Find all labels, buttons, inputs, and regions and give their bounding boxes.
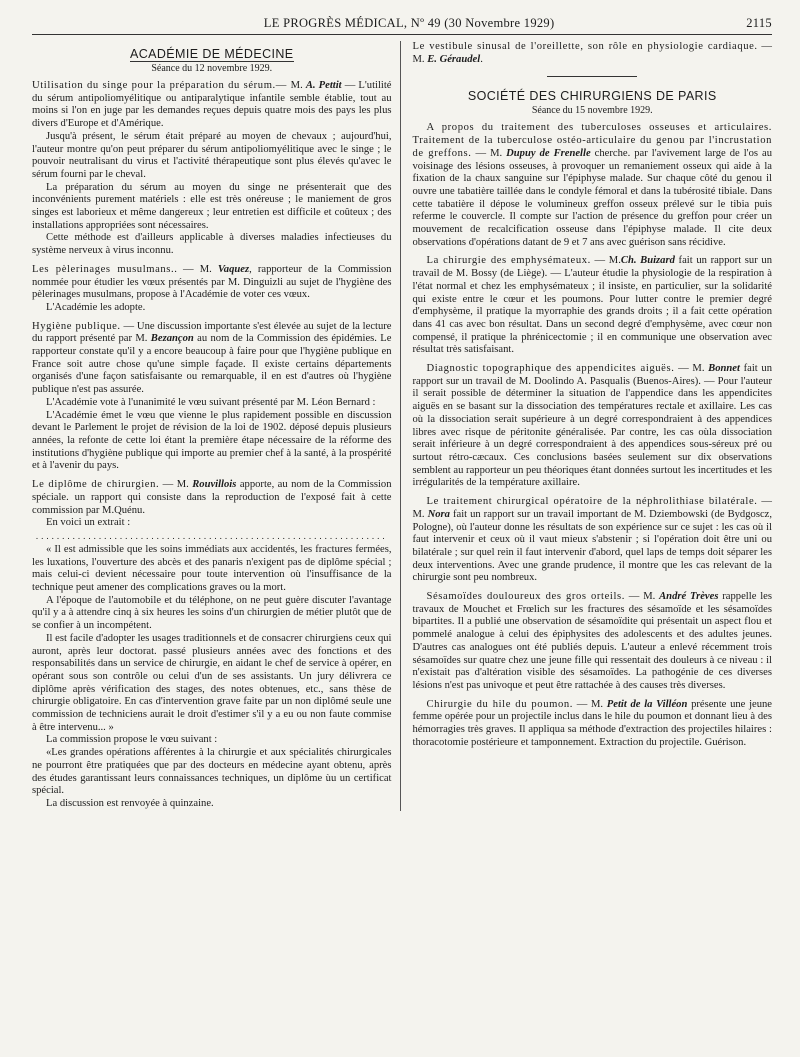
author-name: Bonnet [708, 363, 740, 375]
quote-paragraph: « Il est admissible que les soins immédiats aux accidentés, les fractures fermées, les luxations, l'ouverture des abcès et des panaris n'exigent pas de diplôme spécial ; mais celui-ci devient nécessaire pour toute intervention où l'insuffisance de la technique peut amener des complications graves ou la mort. [32, 543, 392, 594]
article-entry: La chirurgie des emphysémateux. — M.Ch. Buizard fait un rapport sur un travail de M. Bossy (de Liège). — L'auteur étudie la physiologie de la respiration à l'état normal et chez les emphysémateux ; il insiste, en particulier, sur la solidarité qui existe entre le cœur et les poumons. Pour lutter contre le premier degré d'emphysème, il pratique la myorraphie des grands droits ; il a fait cette opération dans 41 cas avec bon résultat. Dans un second degré d'emphysème, avec cœur non compensé, il pratique la phrénicectomie ; il en communique une observation avec résultat très satisfaisant. [412, 255, 773, 356]
entry-heading: Diagnostic topographique des appendicites aiguës. [426, 363, 675, 375]
paragraph: Jusqu'à présent, le sérum était préparé au moyen de chevaux ; aujourd'hui, l'auteur montre qu'on peut préparer du sérum antipoliomyélitique avec le singe ; le pouvoir neutralisant du virus et l'activité thérapeutique sont plus élevés qu'avec le sérum fourni par le cheval. [32, 130, 392, 180]
paragraph: La préparation du sérum au moyen du singe ne présenterait que des inconvénients purement matériels : elle est très onéreuse ; le maniement de gros singes est laborieux et même dangereux ; leur entretien est difficile et coûteux ; des installations appropriées sont nécessaires. [32, 181, 392, 231]
author-name: Vaquez [217, 263, 250, 275]
quote-paragraph: A l'époque de l'automobile et du téléphone, on ne peut guère discuter l'avantage qu'il y a à attendre cinq à six heures les soins d'un chirurgien de métier plutôt que de se confier à un incompétent. [32, 594, 392, 632]
quote-paragraph: La discussion est renvoyée à quinzaine. [46, 797, 214, 809]
author-name: Bezançon [150, 333, 194, 345]
entry-heading: Hygiène publique. [32, 320, 121, 332]
section-divider [547, 76, 637, 77]
author-name: André Trèves [659, 591, 719, 603]
page-number: 2115 [746, 16, 772, 30]
ellipsis-divider: ................................................................... [35, 530, 388, 541]
author-name: E. Géraudel [427, 53, 481, 65]
article-entry: Le traitement chirurgical opératoire de la néphrolithiase bilatérale. — M. Nora fait un rapport sur un travail important de M. Dziembowski (de Bydgoscz, Pologne), où l'auteur donne les résultats de son expérience sur ce sujet : les cas où il faut intervenir et ceux où il vaut mieux s'abstenir ; si l'opération doit être uni ou bilatérale ; sur quel rein il faut intervenir d'abord, quel laps de temps doit séparer les deux interventions. Avec une grande prudence, il montre que les cas relevant de la chirurgie sont peu nombreux. [412, 496, 772, 584]
entry-heading: Chirurgie du hile du poumon. [426, 698, 573, 710]
author-name: Dupuy de Frenelle [506, 147, 591, 159]
author-name: A. Pettit [305, 80, 342, 91]
paragraph: L'Académie les adopte. [46, 301, 146, 313]
quote-paragraph: Il est facile d'adopter les usages traditionnels et de consacrer chirurgiens ceux qui auront, après leur doctorat. passé plusieurs années avec des fonctions et des responsabilités dans un service de chirurgie, en aidant le chef de service à opérer, en opérant sous son contrôle ou celui d'un de ses assistants. Un jury délivrera ce diplôme après vérification des stages, des notes obtenues, etc., sans thèse de chirurgie obligatoire. En cas d'intervention grave faite par un non diplômé seule une commission de techniciens aurait le droit d'estimer s'il y a eu ou non faute commise à être intervenu... » [32, 632, 392, 733]
paragraph: L'Académie vote à l'unanimité le vœu suivant présenté par M. Léon Bernard : [46, 396, 376, 408]
author-name: Petit de la Villéon [606, 698, 688, 710]
quote-paragraph: La commission propose le vœu suivant : [46, 734, 218, 746]
entry-heading: Le vestibule sinusal de l'oreillette, son rôle en physiologie cardiaque. [412, 41, 758, 52]
article-entry: Chirurgie du hile du poumon. — M. Petit de la Villéon présente une jeune femme opérée pour un projectile inclus dans le hile du poumon et donnant lieu à des hémorragies très graves. Il appliqua sa méthode d'extraction des projectiles hilaires : thoracotomie postérieure et tamponnement. Extraction du projectile. Guérison. [412, 698, 773, 748]
section-heading-academie: ACADÉMIE DE MÉDECINE [129, 47, 294, 61]
article-entry: Le diplôme de chirurgien. — M. Rouvillois apporte, au nom de la Commission spéciale. un rapport qui consiste dans la reproduction de l'exposé fait à cette commission par M.Quénu. [32, 479, 392, 516]
article-entry: Le vestibule sinusal de l'oreillette, son rôle en physiologie cardiaque. — M. E. Géraudel. [412, 41, 772, 65]
entry-heading: A propos du traitement des tuberculoses osseuses et articulaires. Traitement de la tuberculose ostéo-articulaire du genou par l'incrustation de greffons. [412, 122, 772, 159]
article-entry: Les pèlerinages musulmans.. — M. Vaquez, rapporteur de la Commission nommée pour étudier les vœux présentés par M. Dinguizli au sujet de l'hygiène des pèlerinages musulmans, propose à l'Académie de voter ces vœux. [32, 263, 392, 301]
article-entry: Hygiène publique. — Une discussion importante s'est élevée au sujet de la lecture du rapport présenté par M. Bezançon au nom de la Commission des épidémies. Le rapporteur constate qu'il y a encore beaucoup à faire pour que l'hygiène publique en France soit autre chose qu'une simple façade. Il existe certains départements organisés d'une façon satisfaisante ou remarquable, il en est d'autres où l'hygiène publique n'est pas assurée. [32, 320, 392, 396]
right-column [411, 41, 773, 811]
article-entry: Sésamoïdes douloureux des gros orteils. — M. André Trèves rappelle les travaux de Mouchet et Frœlich sur les fractures des sésamoïde et les sésamoïdes bipartites. Il a publié une observation de sésamoïdite qui présentait un aspect flou et pommelé analogue à celui des épiphysites des adolescents et des adultes jeunes. D'autres cas analogues ont été publiés depuis. L'auteur a enlevé récemment trois sésamoïdes sur quatre chez une jeune fille qui ressentait des douleurs à ce niveau : il n'existait pas d'altération visible des sésamoïdes. La pathogénie de ces diverses lésions n'est pas univoque et peut être rattachée à des causes très diverses. [412, 591, 772, 691]
paragraph: Cette méthode est d'ailleurs applicable à diverses maladies infectieuses du système nerveux à virus inconnu. [32, 232, 392, 257]
seance-date: Séance du 12 novembre 1929. [151, 63, 273, 74]
journal-title: LE PROGRÈS MÉDICAL, Nº 49 (30 Novembre 1929) [263, 16, 555, 30]
section-heading-chirurgiens: SOCIÉTÉ DES CHIRURGIENS DE PARIS [467, 89, 717, 104]
seance-date: Séance du 15 novembre 1929. [531, 105, 653, 117]
left-column [32, 41, 401, 811]
running-header [32, 16, 772, 35]
entry-heading: Les pèlerinages musulmans. [32, 263, 175, 275]
author-name: Ch. Buizard [620, 255, 675, 267]
quote-paragraph: «Les grandes opérations afférentes à la chirurgie et aux spécialités chirurgicales ne pourront être pratiquées que par des docteurs en médecine ayant obtenu, après des études garantissant leurs connaissances techniques, un diplôme ùu un certificat spécial. [32, 747, 392, 797]
author-name: Rouvillois [192, 479, 237, 491]
entry-heading: Le diplôme de chirurgien. [32, 479, 160, 491]
article-entry: A propos du traitement des tuberculoses osseuses et articulaires. Traitement de la tuberculose ostéo-articulaire du genou par l'incrustation de greffons. — M. Dupuy de Frenelle cherche. par l'avivement large de l'os au voisinage des lésions osseuses, à provoquer un remaniement osseux qui aide à la fixation de la chaux sanguine sur l'épiphyse malade. Sur chaque côté du genou il ouvre une tabatière taillée dans le condyle fémoral et dans la tubérosité tibiale. Dans cette tabatière il dépose le volumineux greffon osseux prélevé sur le tibia puis referme le couvercle. Il compte sur l'action de présence du greffon pour créer un mouvement de recalcification osseuse dans l'épiphyse malade. Il cite deux observations d'opérations datant de 9 et 7 ans avec guérison sans récidive. [412, 122, 772, 248]
entry-heading: Sésamoïdes douloureux des gros orteils. [426, 591, 625, 603]
entry-heading: Le traitement chirurgical opératoire de la néphrolithiase bilatérale. [426, 496, 758, 508]
entry-heading: Utilisation du singe pour la préparation du sérum.— [32, 80, 291, 91]
paragraph: L'Académie émet le vœu que vienne le plus rapidement possible en discussion devant le Parlement le projet de révision de la loi de 1902. déposé depuis plusieurs années, la refonte de cette loi étant la première étape nécessaire de la réforme des institutions d'hygiène publique qui importe au premier chef à la santé, à la prospérité et à l'avenir du pays. [32, 409, 392, 472]
author-name: Nora [427, 508, 450, 520]
article-entry: Utilisation du singe pour la préparation du sérum.— M. A. Pettit — L'utilité du sérum antipoliomyélitique ou antiparalytique infantile semble établie, tout au moins si l'on en juge par les demandes reçues depuis quatre mois des pays les plus divers d'Europe et d'Amérique. [32, 80, 392, 130]
article-entry: Diagnostic topographique des appendicites aiguës. — M. Bonnet fait un rapport sur un travail de M. Doolindo A. Pasqualis (Buenos-Aires). — Pour l'auteur il serait possible de déterminer la situation de l'appendice dans les appendicites aiguës en se basant sur la dissociation des températures rectale et axillaire. Les cas où la dissociation serait supérieure à un degré correspondraient à des appendices libres avec risque de péritonite généralisée. Par contre, les cas oùla dissociation serait inférieure à un degré correspondraient à des appendices sous-séreux pré ou surtout rétro-cæcaux. Ces conclusions basées seulement sur dix observations semblent au rapporteur un peu théoriques étant données surtout les incertitudes et les irrégularités de la température axillaire. [412, 363, 773, 489]
paragraph: En voici un extrait : [46, 517, 131, 529]
entry-heading: La chirurgie des emphysémateux. [426, 255, 591, 267]
